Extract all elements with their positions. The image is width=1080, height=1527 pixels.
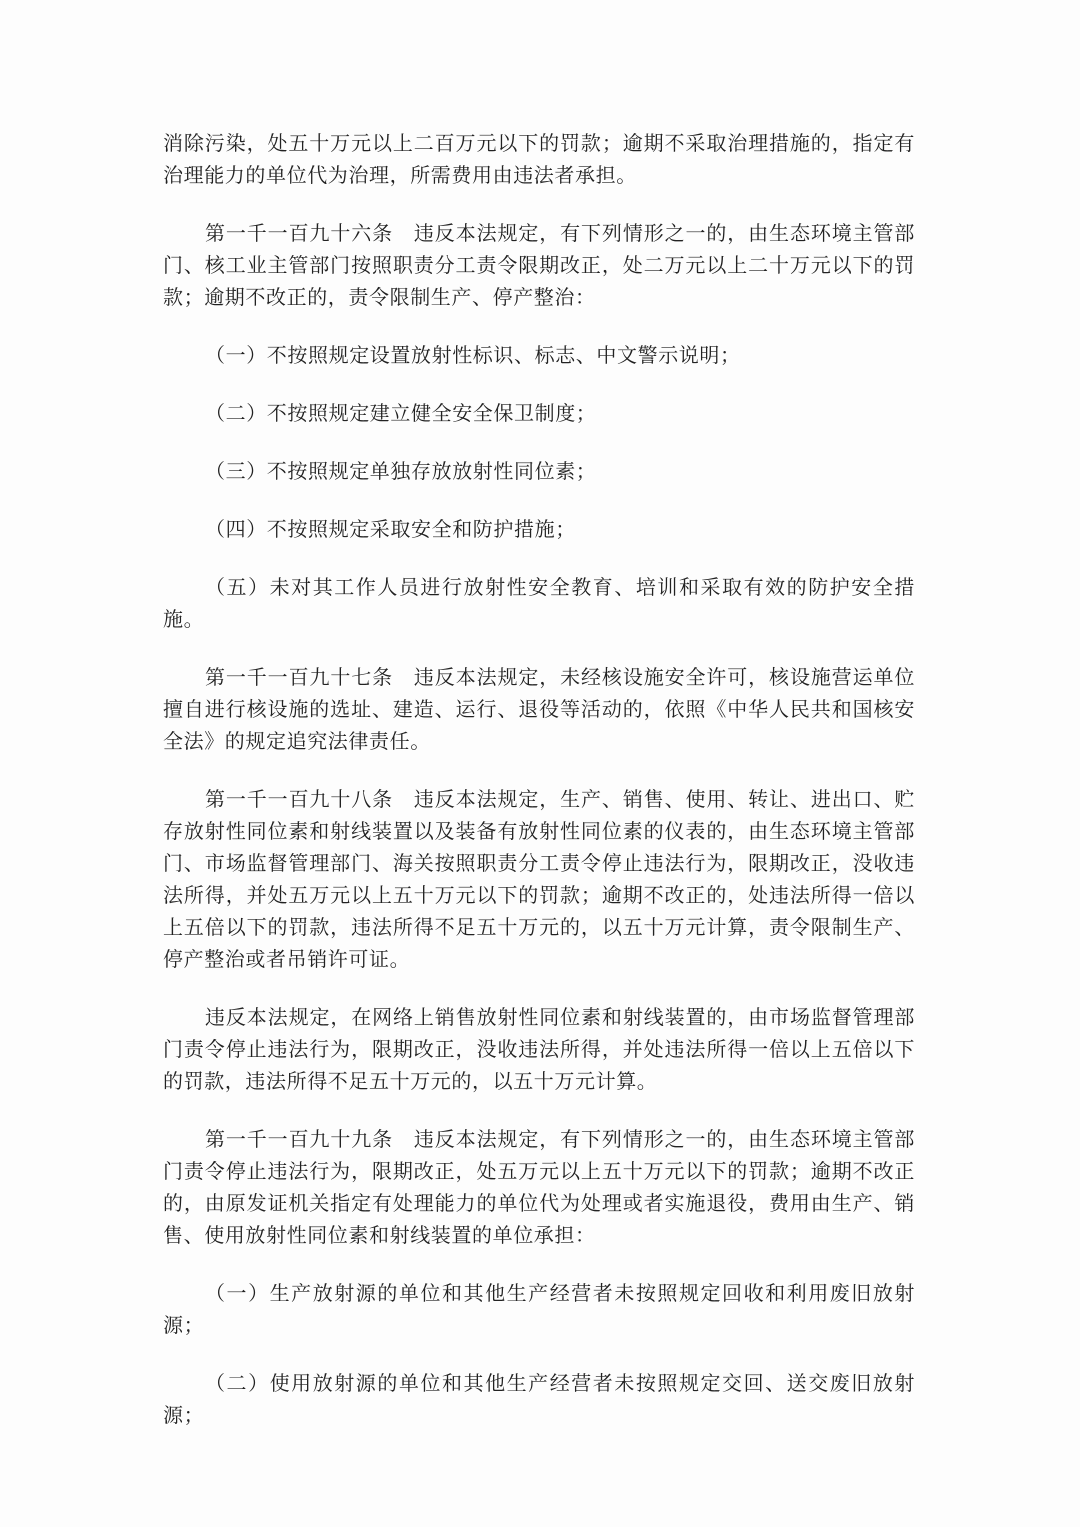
article-1196-item-2: （二）不按照规定建立健全安全保卫制度； (205, 401, 597, 425)
article-1196-item-3: （三）不按照规定单独存放放射性同位素； (205, 459, 597, 483)
paragraph-continuation: 消除污染，处五十万元以上二百万元以下的罚款；逾期不采取治理措施的，指定有治理能力的单位代为治理，所需费用由违法者承担。 (163, 131, 915, 187)
article-1198-paragraph-2: 违反本法规定，在网络上销售放射性同位素和射线装置的，由市场监督管理部门责令停止违法行为，限期改正，没收违法所得，并处违法所得一倍以上五倍以下的罚款，违法所得不足五十万元的，以五十万元计算。 (163, 1005, 915, 1093)
article-1199-item-2: （二）使用放射源的单位和其他生产经营者未按照规定交回、送交废旧放射源； (163, 1371, 915, 1427)
article-1196-item-5: （五）未对其工作人员进行放射性安全教育、培训和采取有效的防护安全措施。 (163, 575, 915, 631)
document-body (163, 127, 915, 1457)
article-1196-item-4: （四）不按照规定采取安全和防护措施； (205, 517, 576, 541)
article-1197: 第一千一百九十七条 违反本法规定，未经核设施安全许可，核设施营运单位擅自进行核设施的选址、建造、运行、退役等活动的，依照《中华人民共和国核安全法》的规定追究法律责任。 (163, 665, 915, 753)
article-1196: 第一千一百九十六条 违反本法规定，有下列情形之一的，由生态环境主管部门、核工业主管部门按照职责分工责令限期改正，处二万元以上二十万元以下的罚款；逾期不改正的，责令限制生产、停产整治： (163, 221, 915, 309)
article-1196-item-1: （一）不按照规定设置放射性标识、标志、中文警示说明； (205, 343, 741, 367)
article-1198: 第一千一百九十八条 违反本法规定，生产、销售、使用、转让、进出口、贮存放射性同位素和射线装置以及装备有放射性同位素的仪表的，由生态环境主管部门、市场监督管理部门、海关按照职责分工责令停止违法行为，限期改正，没收违法所得，并处五万元以上五十万元以下的罚款；逾期不改正的，处违法所得一倍以上五倍以下的罚款，违法所得不足五十万元的，以五十万元计算，责令限制生产、停产整治或者吊销许可证。 (163, 787, 915, 971)
article-1199-item-1: （一）生产放射源的单位和其他生产经营者未按照规定回收和利用废旧放射源； (163, 1281, 915, 1337)
article-1199: 第一千一百九十九条 违反本法规定，有下列情形之一的，由生态环境主管部门责令停止违法行为，限期改正，处五万元以上五十万元以下的罚款；逾期不改正的，由原发证机关指定有处理能力的单位代为处理或者实施退役，费用由生产、销售、使用放射性同位素和射线装置的单位承担： (163, 1127, 915, 1247)
